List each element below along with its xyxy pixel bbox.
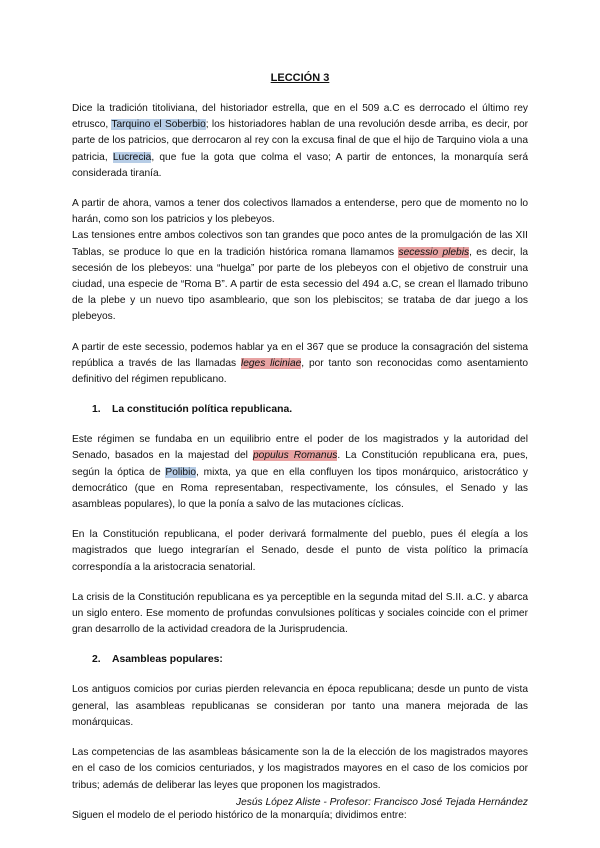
- paragraph-modelo: Siguen el modelo de el periodo histórico de la monarquía; dividimos entre:: [72, 809, 407, 821]
- paragraph-regimen: [72, 432, 528, 513]
- text-run: , es decir, la secesión de los plebeyos: una “huelga” por parte de los plebeyos con el objetivo de construir una ciudad, una especie de “Roma B”. A partir de esta secessio del 494 a.C, se crean el llamado tribuno de la plebe y un nuevo tipo asambleario, que son los plebiscitos; se trataba de dar juego a los plebeyos.: [72, 246, 528, 323]
- text-run: Las tensiones entre ambos colectivos son tan grandes que poco antes de la promulgación de las XII Tablas, se produce lo que en la tradición histórica romana llamamos: [72, 230, 528, 258]
- highlight-populus-romanus: populus Romanus: [253, 450, 338, 462]
- highlight-lucrecia: Lucrecia: [112, 151, 152, 163]
- highlight-tarquino: Tarquino el Soberbio: [111, 119, 206, 131]
- highlight-polibio: Polibio: [165, 466, 197, 478]
- text-run: Este régimen se fundaba en un equilibrio entre el poder de los magistrados y la autoridad del Senado, basados en la majestad del: [72, 434, 528, 462]
- text-run: . La Constitución republicana era, pues, según la óptica de: [72, 450, 528, 478]
- section-number: 2.: [92, 654, 101, 666]
- page-footer: Jesús López Aliste - Profesor: Francisco José Tejada Hernández: [236, 797, 528, 808]
- text-run: A partir de este secessio, podemos hablar ya en el 367 que se produce la consagración del sistema república a través de las llamadas: [72, 341, 528, 369]
- text-run: , mixta, ya que en ella confluyen los tipos monárquico, aristocrático y democrático (que en Roma representaban, respectivamente, los cónsules, el Senado y las asambleas populares), lo que la ponía a salvo de las mutaciones cíclicas.: [72, 466, 529, 511]
- paragraph-comicios: Los antiguos comicios por curias pierden relevancia en época republicana; desde un punto de vista general, las asambleas republicanas se consideran por tanto una manera mejorada de las monárquicas.: [72, 684, 528, 728]
- text-run: , que fue la gota que colma el vaso; A partir de entonces, la monarquía será considerada tiranía.: [72, 151, 528, 179]
- document-page: [72, 72, 528, 824]
- section-heading-2: [92, 652, 528, 668]
- text-run: ; los historiadores hablan de una revolución desde arriba, es decir, por parte de los patricios, que derrocaron al rey con la excusa final de que el hijo de Tarquino viola a una patricia,: [72, 119, 529, 163]
- highlight-secessio-plebis: secessio plebis: [398, 246, 470, 258]
- highlight-leges-liciniae: leges liciniae: [240, 357, 302, 369]
- paragraph-competencias: Las competencias de las asambleas básicamente son la de la elección de los magistrados mayores en el caso de los comicios centuriados, y los magistrados mayores en el caso de los comicios por tribus; además de deliberar las leyes que proponen los magistrados.: [72, 747, 528, 791]
- section-label: La constitución política republicana.: [112, 404, 293, 416]
- text-run: Dice la tradición titoliviana, del historiador estrella, que en el 509 a.C es derrocado el último rey etrusco,: [72, 103, 528, 131]
- page-title: LECCIÓN 3: [270, 72, 330, 84]
- text-run: , por tanto son reconocidas como asentamiento definitivo del régimen republicano.: [72, 357, 528, 386]
- section-number: 1.: [92, 404, 101, 416]
- section-heading-1: [92, 402, 528, 418]
- paragraph-poder: En la Constitución republicana, el poder derivará formalmente del pueblo, pues él elegía a los magistrados que luego integrarían el Senado, desde el punto de vista político la primacía correspondía a la aristocracia senatorial.: [72, 529, 528, 573]
- paragraph-intro: [72, 101, 528, 182]
- paragraph-crisis: La crisis de la Constitución republicana es ya perceptible en la segunda mitad del S.II. a.C. y abarca un siglo entero. Ese momento de profundas convulsiones políticas y sociales coincide con el primer gran desarrollo de la actividad creadora de la Jurisprudencia.: [72, 591, 528, 636]
- section-label: Asambleas populares:: [112, 654, 223, 666]
- paragraph-colectivos: A partir de ahora, vamos a tener dos colectivos llamados a entenderse, pero que de momento no lo harán, como son los patricios y los plebeyos.: [72, 198, 528, 226]
- paragraph-secessio: [72, 228, 528, 325]
- paragraph-leges: [72, 340, 528, 389]
